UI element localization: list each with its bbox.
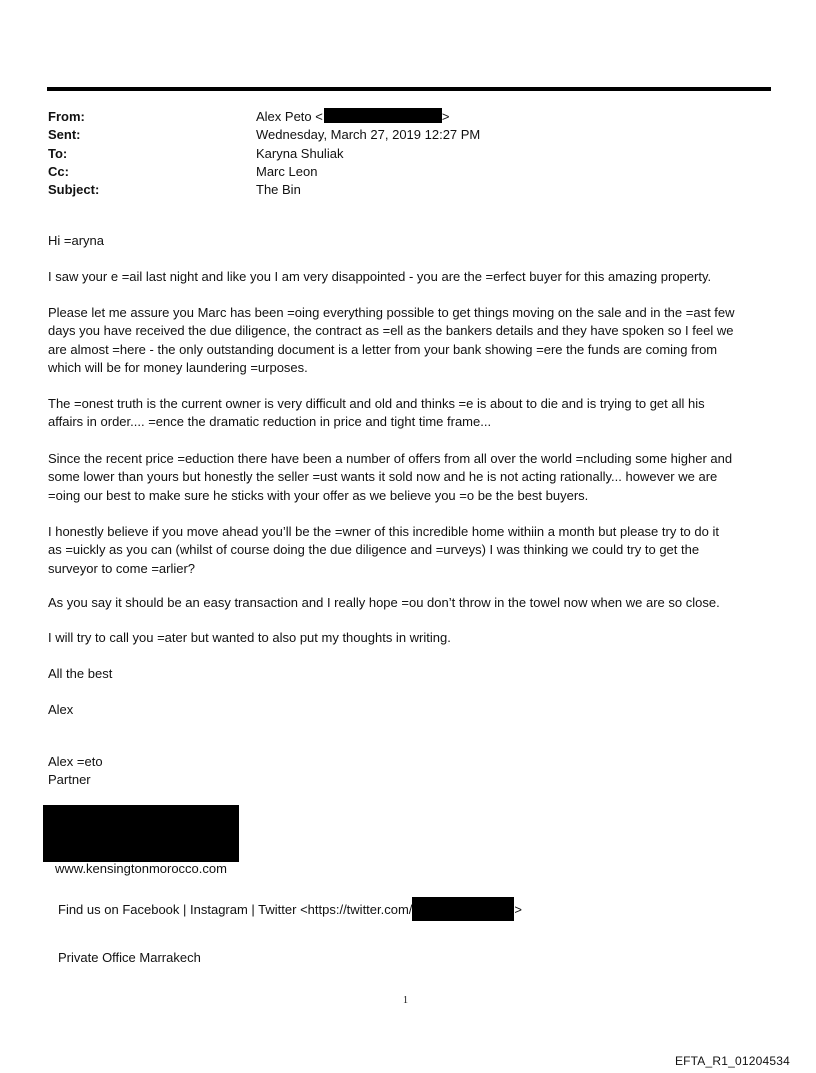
sender-first-name: Alex bbox=[48, 702, 74, 717]
to-row bbox=[48, 145, 480, 163]
from-value: Alex Peto < bbox=[256, 109, 323, 124]
page-number: 1 bbox=[403, 995, 408, 1006]
paragraph-line: =oing our best to make sure he sticks with your offer as we believe you =o be the best buyers. bbox=[48, 487, 589, 503]
paragraph-3 bbox=[48, 395, 705, 432]
paragraph-line: Since the recent price =eduction there have been a number of offers from all over the world =ncluding some higher and bbox=[48, 451, 733, 466]
greeting: Hi =aryna bbox=[48, 233, 104, 248]
cc-label: Cc: bbox=[48, 163, 69, 179]
paragraph-line: are almost =here - the only outstanding document is a letter from your bank showing =ere the funds are coming from bbox=[48, 341, 718, 357]
paragraph-line: Please let me assure you Marc has been =oing everything possible to get things moving on the sale and in the =ast few bbox=[48, 305, 735, 320]
paragraph-1 bbox=[48, 268, 711, 286]
from-label: From: bbox=[48, 109, 85, 124]
paragraph-line: days you have received the due diligence, the contract as =ell as the bankers details and they have spoken so I feel we bbox=[48, 323, 734, 339]
paragraph-5 bbox=[48, 523, 719, 578]
paragraph-line: I will try to call you =ater but wanted to also put my thoughts in writing. bbox=[48, 630, 451, 645]
from-row bbox=[48, 108, 480, 126]
sent-row bbox=[48, 126, 480, 144]
subject-value: The Bin bbox=[256, 182, 301, 198]
to-value: Karyna Shuliak bbox=[256, 145, 344, 161]
paragraph-6 bbox=[48, 594, 720, 612]
closing: All the best bbox=[48, 666, 113, 681]
cc-value: Marc Leon bbox=[256, 163, 318, 179]
paragraph-line: As you say it should be an easy transaction and I really hope =ou don’t throw in the towel now when we are so close. bbox=[48, 595, 720, 610]
paragraph-line: The =onest truth is the current owner is very difficult and old and thinks =e is about to die and is trying to get all his bbox=[48, 396, 705, 411]
redaction-box bbox=[324, 108, 442, 123]
bates-number: EFTA_R1_01204534 bbox=[674, 1054, 790, 1068]
social-links-text[interactable]: Find us on Facebook | Instagram | Twitter <https://twitter.com/ bbox=[58, 901, 413, 917]
redaction-box bbox=[412, 897, 514, 921]
signature-title: Partner bbox=[48, 772, 91, 787]
sent-value: Wednesday, March 27, 2019 12:27 PM bbox=[256, 127, 481, 143]
signature-name: Alex =eto bbox=[48, 754, 103, 769]
paragraph-2 bbox=[48, 304, 735, 377]
paragraph-line: some lower than yours but honestly the seller =ust wants it sold now and he is not acting rationally... however we are bbox=[48, 469, 718, 485]
redaction-box bbox=[43, 805, 239, 862]
paragraph-4 bbox=[48, 450, 732, 505]
social-close: > bbox=[514, 901, 523, 917]
paragraph-line: as =uickly as you can (whilst of course doing the due diligence and =urveys) I was thinking we could try to get the bbox=[48, 542, 700, 558]
website-link[interactable]: www.kensingtonmorocco.com bbox=[55, 861, 227, 876]
paragraph-line: surveyor to come =arlier? bbox=[48, 560, 196, 576]
paragraph-line: affairs in order.... =ence the dramatic reduction in price and tight time frame... bbox=[48, 414, 492, 430]
cc-row bbox=[48, 163, 480, 181]
subject-row bbox=[48, 181, 480, 199]
subject-label: Subject: bbox=[48, 182, 100, 198]
sent-label: Sent: bbox=[48, 127, 81, 143]
paragraph-7 bbox=[48, 629, 451, 647]
to-label: To: bbox=[48, 145, 68, 161]
paragraph-line: I saw your e =ail last night and like you I am very disappointed - you are the =erfect buyer for this amazing property. bbox=[48, 269, 712, 284]
paragraph-line: I honestly believe if you move ahead you’ll be the =wner of this incredible home withiin a month but please try to do it bbox=[48, 524, 719, 539]
email-header bbox=[48, 108, 480, 199]
social-links bbox=[58, 897, 522, 921]
paragraph-line: which will be for money laundering =urposes. bbox=[48, 359, 308, 375]
from-close: > bbox=[441, 109, 450, 124]
header-rule bbox=[47, 87, 771, 91]
office-name: Private Office Marrakech bbox=[58, 950, 201, 965]
